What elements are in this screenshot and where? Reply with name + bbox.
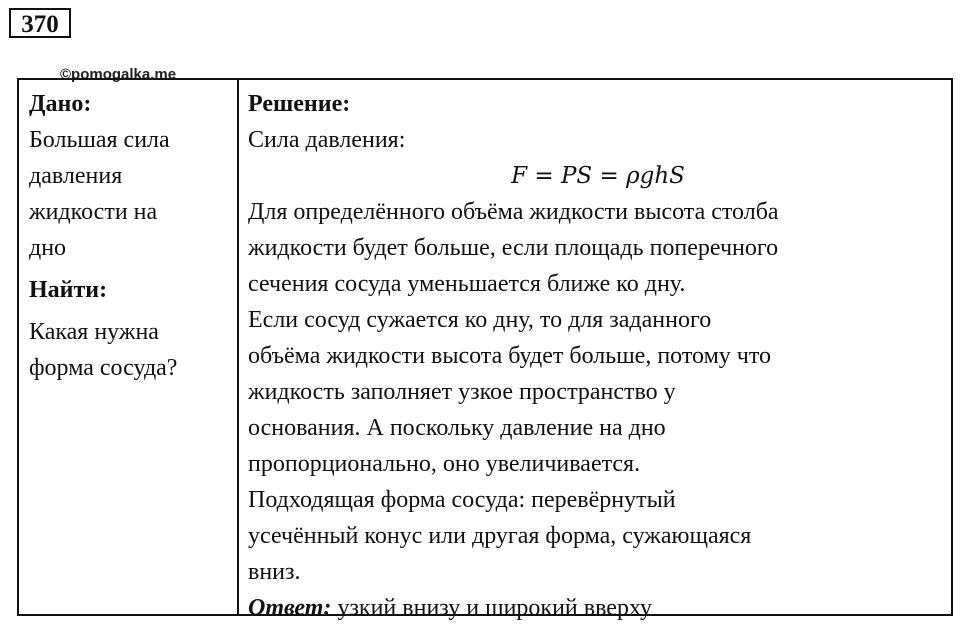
given-line: Большая сила (29, 127, 170, 153)
solution-line: сечения сосуда уменьшается ближе ко дну. (248, 271, 686, 297)
solution-column (248, 86, 948, 626)
problem-number: 370 (9, 8, 71, 38)
formula: F = PS = ρghS (511, 163, 685, 189)
given-line: давления (29, 163, 123, 189)
solution-line: вниз. (248, 559, 301, 585)
find-heading: Найти: (29, 277, 108, 303)
solution-intro: Сила давления: (248, 127, 406, 153)
given-heading: Дано: (29, 91, 92, 117)
given-line: дно (29, 235, 67, 261)
find-line: Какая нужна (29, 319, 159, 345)
solution-line: Если сосуд сужается ко дну, то для заданного (248, 307, 712, 333)
solution-line: пропорционально, оно увеличивается. (248, 451, 641, 477)
solution-line: жидкости будет больше, если площадь поперечного (248, 235, 779, 261)
given-column (29, 86, 229, 386)
solution-line: объёма жидкости высота будет больше, потому что (248, 343, 771, 369)
solution-heading: Решение: (248, 91, 351, 117)
column-divider (237, 80, 239, 614)
solution-table (17, 78, 953, 621)
solution-line: Подходящая форма сосуда: перевёрнутый (248, 487, 676, 513)
solution-line: усечённый конус или другая форма, сужающаяся (248, 523, 752, 549)
solution-line: Для определённого объёма жидкости высота столба (248, 199, 779, 225)
find-line: форма сосуда? (29, 355, 178, 381)
watermark: ©pomogalka.me (60, 66, 177, 83)
answer-label: Ответ: (248, 595, 332, 621)
answer-text: узкий внизу и широкий вверху (331, 595, 653, 621)
solution-line: основания. А поскольку давление на дно (248, 415, 666, 441)
solution-line: жидкость заполняет узкое пространство у (248, 379, 676, 405)
given-line: жидкости на (29, 199, 158, 225)
